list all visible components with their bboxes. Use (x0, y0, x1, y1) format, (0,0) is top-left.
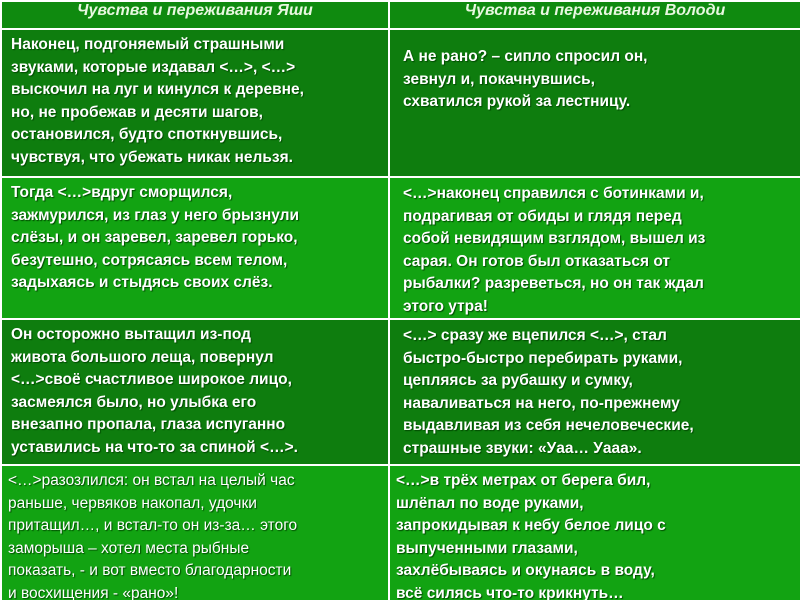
header-row (1, 1, 800, 29)
row-1-yasha: Наконец, подгоняемый страшными звуками, которые издавал <…>, <…> выскочил на луг и кинулся к деревне, но, не пробежав и десяти шагов, остановился, будто споткнувшись, чувствуя, что убежать никак нельзя. (1, 29, 389, 177)
table-row (1, 177, 800, 319)
header-yasha: Чувства и переживания Яши (1, 1, 389, 29)
table-row (1, 29, 800, 177)
row-4-yasha: <…>разозлился: он встал на целый час раньше, червяков накопал, удочки притащил…, и встал-то он из-за… этого заморыша – хотел места рыбные показать, - и вот вместо благодарности и восхищения - «рано»! (1, 465, 389, 600)
header-volodya: Чувства и переживания Володи (389, 1, 800, 29)
row-4-volodya: <…>в трёх метрах от берега бил, шлёпал по воде руками, запрокидывая к небу белое лицо с выпученными глазами, захлёбываясь и окунаясь в воду, всё силясь что-то крикнуть… (389, 465, 800, 600)
table-row (1, 319, 800, 465)
row-2-volodya: <…>наконец справился с ботинками и, подрагивая от обиды и глядя перед собой невидящим взглядом, вышел из сарая. Он готов был отказаться от рыбалки? разреветься, но он так ждал этого утра! (389, 177, 800, 319)
row-2-yasha: Тогда <…>вдруг сморщился, зажмурился, из глаз у него брызнули слёзы, и он заревел, заревел горько, безутешно, сотрясаясь всем телом, задыхаясь и стыдясь своих слёз. (1, 177, 389, 319)
table-row (1, 465, 800, 600)
row-1-volodya: А не рано? – сипло спросил он, зевнул и, покачнувшись, схватился рукой за лестницу. (389, 29, 800, 177)
row-3-volodya: <…> сразу же вцепился <…>, стал быстро-быстро перебирать руками, цепляясь за рубашку и сумку, наваливаться на него, по-прежнему выдавливая из себя нечеловеческие, страшные звуки: «Уаа… Уааа». (389, 319, 800, 465)
row-3-yasha: Он осторожно вытащил из-под живота большого леща, повернул <…>своё счастливое широкое лицо, засмеялся было, но улыбка его внезапно пропала, глаза испуганно уставились на что-то за спиной <…>. (1, 319, 389, 465)
